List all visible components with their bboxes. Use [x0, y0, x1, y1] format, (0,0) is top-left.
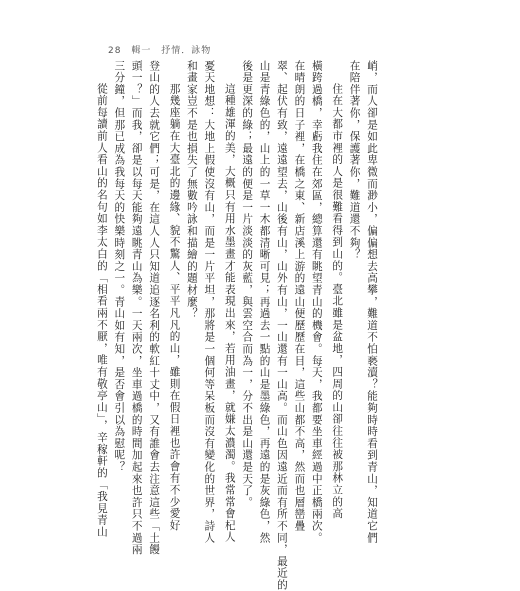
- text-column: 登山的人去就它們；可是，在這人人只知道追逐名利的軟紅十丈中，又有誰會去注意這些「土饅: [148, 60, 161, 556]
- text-column: 那幾座躺在大臺北的邊緣、貌不驚人、平平凡凡的山，雖則在假日裡也許會有不少愛好: [168, 83, 181, 532]
- text-column: 在晴朗的日子裡，在橋之東、新店溪上游的遠山便歷歷在目，這些山都不高，然而也層巒疊: [293, 60, 306, 532]
- text-column: 在陪伴著你，保護著你，難道還不夠？: [348, 60, 361, 261]
- section-label: 抒情．詠物: [161, 46, 212, 56]
- page-number: 28: [108, 46, 122, 56]
- text-column: 後是更深的綠；最遠的便是一片淡淡的灰藍，與雲空合而為一，分不出是山還是天了。: [241, 60, 254, 509]
- text-column: 橫跨過橋，幸虧我住在郊區，總算還有眺望青山的機會。每天，我都要坐車經過中正橋兩次。: [310, 60, 323, 544]
- text-column: 憂天地想：大地上假使沒有山，而是一片平坦，那將是一個何等呆板而沒有變化的世界，詩人: [203, 60, 216, 544]
- text-column: 和畫家豈不是也損失了無數吟詠和描繪的題材麼？: [185, 60, 198, 320]
- vertical-text-body: [95, 60, 380, 591]
- text-column: 這種雄渾的美，大概只有用水墨畫才能表現出來，若用油畫，就嫌太濃濁。我常常會杞人: [223, 83, 236, 544]
- text-column: 山是青綠色的，山上的一草一木都清晰可見；再過去一點的山是墨綠色，再遠的是灰綠色，然: [258, 60, 271, 544]
- volume-label: 輯一: [131, 46, 152, 56]
- text-column: 三分鐘，但那已成為我每天的快樂時刻之一。青山如有知，是否會引以為慰呢？: [113, 60, 126, 473]
- text-column: 住在大都市裡的人是很難看得到山的。臺北雖是盆地，四周的山卻往往被那林立的高: [331, 83, 344, 520]
- text-column: 頭一？」而我，卻是以每天能夠遠眺青山為樂。一天兩次，坐車過橋的時間加起來也許只不過兩: [130, 60, 143, 556]
- text-column: 翠、起伏有致，遠遠望去，山後有山，山外有山，一山還有一山高。而山色因遠近而有所不同，最近的: [275, 60, 288, 591]
- text-column: 峭，而人卻是如此卑微而渺小，偏偏想去高攀，難道不怕褻瀆？能夠時時看到青山，知道它們: [366, 60, 378, 544]
- page-header: [108, 43, 217, 56]
- text-column: 從前每讀前人看山的名句如李太白的「相看兩不厭，唯有敬亭山」，辛稼軒的「我見青山: [95, 83, 108, 539]
